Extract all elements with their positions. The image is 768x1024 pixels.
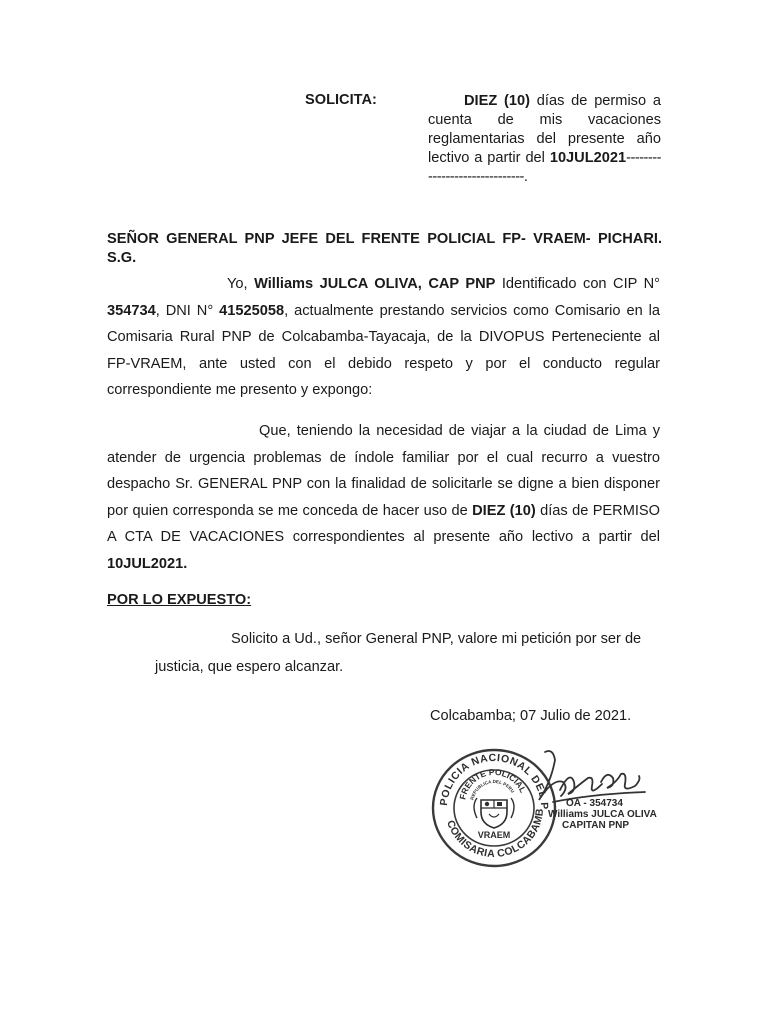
signature-cip: OA - 354734 — [566, 798, 623, 809]
solicita-text: días de permiso a cuenta de mis vacaciones reglamentarias del presente año lectivo a partir del — [428, 93, 662, 166]
solicita-label: SOLICITA: — [305, 92, 377, 108]
stamp-signature-area — [425, 742, 665, 872]
main-paragraph — [107, 418, 660, 577]
addressee: SEÑOR GENERAL PNP JEFE DEL FRENTE POLICIAL FP- VRAEM- PICHARI. S.G. — [107, 231, 662, 266]
date-line: Colcabamba; 07 Julio de 2021. — [430, 708, 632, 724]
applicant-name: Williams JULCA OLIVA, CAP PNP — [254, 276, 496, 292]
signature-block — [548, 798, 657, 831]
main-text-1: Que, teniendo la necesidad de viajar a la ciudad de Lima y atender de urgencia problemas de índole familiar por el cual recurro a vuestro despacho Sr. GENERAL PNP con la finalidad de solicitarle se digne a bien disponer por quien corresponda se me conceda de hacer uso de — [107, 423, 660, 519]
stamp-inner-bottom: VRAEM — [477, 830, 511, 840]
intro-text-4: , actualmente prestando servicios como Comisario en la Comisaria Rural PNP de Colcabamba-Tayacaja, de la DIVOPUS Perteneciente al FP-VRAEM, ante usted con el debido respeto y por el conducto regular correspondiente me presento y expongo: — [107, 302, 661, 398]
signature-name: Williams JULCA OLIVA — [548, 809, 657, 820]
main-date: 10JUL2021. — [107, 555, 188, 572]
stamp-outer-bottom: COMISARIA COLCABAMB — [444, 807, 547, 861]
main-days: DIEZ (10) — [472, 502, 536, 519]
main-text-2: días de PERMISO A CTA DE VACACIONES correspondientes al presente año lectivo a partir del — [107, 502, 661, 545]
solicita-body — [428, 92, 661, 187]
intro-text-1: Yo, — [227, 276, 255, 292]
closing-paragraph: Solicito a Ud., señor General PNP, valore mi petición por ser de justicia, que espero alcanzar. — [155, 631, 642, 675]
cip-number: 354734 — [107, 302, 156, 319]
solicita-dashes: ------------------------------. — [428, 150, 661, 185]
solicita-date: 10JUL2021 — [549, 150, 627, 166]
handwritten-signature-icon — [539, 751, 645, 802]
por-lo-expuesto-heading: POR LO EXPUESTO: — [107, 592, 252, 608]
signature-rank: CAPITAN PNP — [562, 820, 630, 831]
intro-text-2: Identificado con CIP N° — [495, 276, 660, 292]
intro-paragraph — [107, 271, 660, 404]
stamp-inner-top: FRENTE POLICIAL — [457, 766, 529, 801]
coat-of-arms-icon — [474, 798, 514, 828]
dni-number: 41525058 — [219, 302, 285, 319]
stamp-inner-small: REPUBLICA DEL PERU — [469, 778, 516, 801]
stamp-outer-top: POLICIA NACIONAL DEL P — [437, 751, 551, 811]
solicita-days: DIEZ (10) — [464, 93, 530, 109]
intro-text-3: , DNI N° — [155, 302, 220, 319]
